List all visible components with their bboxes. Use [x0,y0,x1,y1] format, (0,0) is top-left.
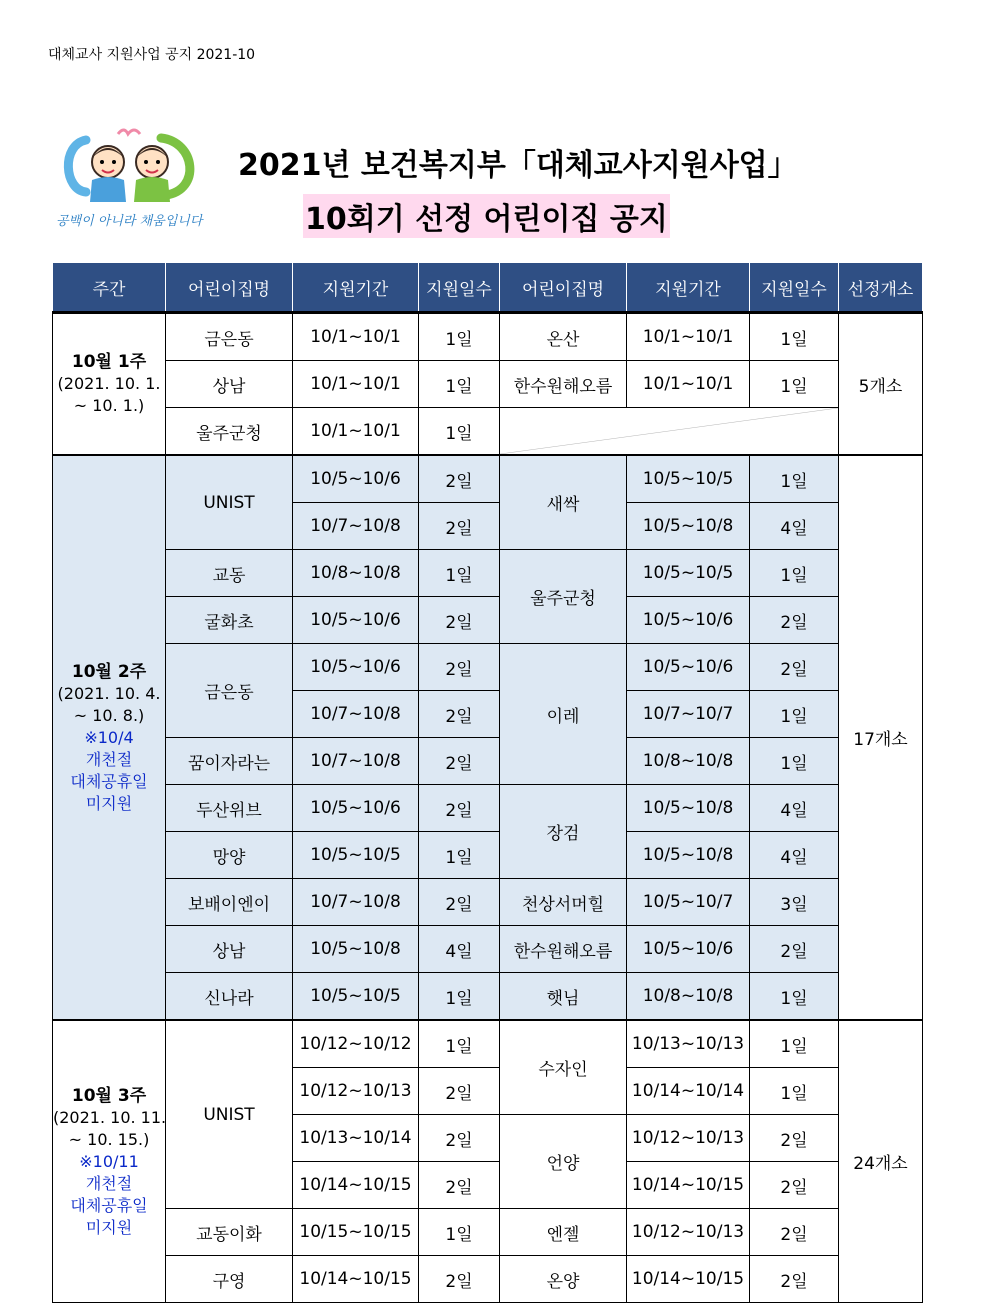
holiday-note: 대체공휴일 [70,1195,148,1215]
center-name: 새싹 [500,455,627,550]
support-days: 1일 [419,973,500,1021]
support-period: 10/7~10/8 [293,503,419,550]
support-days: 1일 [750,361,839,408]
week-label: 10월 3주 [71,1085,147,1106]
center-name: 장검 [500,785,627,879]
support-period: 10/13~10/13 [627,1020,750,1068]
support-days: 1일 [419,1020,500,1068]
support-days: 4일 [419,926,500,973]
holiday-note: 미지원 [85,793,133,813]
center-name: 신나라 [166,973,293,1021]
holiday-note: 개천절 [85,749,133,769]
support-period: 10/5~10/7 [627,879,750,926]
support-period: 10/5~10/6 [293,644,419,691]
support-period: 10/7~10/7 [627,691,750,738]
support-days: 2일 [750,1115,839,1162]
support-days: 4일 [750,832,839,879]
support-days: 2일 [750,644,839,691]
column-header: 어린이집명 [166,263,293,313]
support-days: 2일 [419,455,500,503]
support-days: 1일 [750,1020,839,1068]
support-period: 10/1~10/1 [293,361,419,408]
document-header: 대체교사 지원사업 공지 2021-10 [48,47,256,63]
support-period: 10/1~10/1 [293,313,419,361]
diagonal-line [500,408,838,454]
selected-count: 17개소 [839,455,923,1020]
week-range: ~ 10. 8.) [73,705,145,725]
support-period: 10/13~10/14 [293,1115,419,1162]
support-days: 2일 [419,503,500,550]
table-row [53,1256,923,1303]
week-cell [53,313,166,456]
support-period: 10/5~10/6 [627,644,750,691]
support-days: 2일 [750,1209,839,1256]
support-period: 10/5~10/6 [627,926,750,973]
center-name: 상남 [166,926,293,973]
support-days: 1일 [419,408,500,456]
support-period: 10/12~10/13 [627,1209,750,1256]
column-header: 지원일수 [419,263,500,313]
table-row [53,785,923,832]
week-label: 10월 2주 [71,661,147,682]
week-cell [53,1020,166,1303]
week-range: (2021. 10. 4. [57,683,161,703]
support-period: 10/5~10/8 [627,832,750,879]
center-name: 보배이엔이 [166,879,293,926]
table-header-row [53,263,923,313]
support-days: 2일 [419,1162,500,1209]
support-days: 2일 [419,1068,500,1115]
week-range: ~ 10. 1.) [73,396,145,415]
center-name: 상남 [166,361,293,408]
support-period: 10/7~10/8 [293,879,419,926]
support-period: 10/7~10/8 [293,691,419,738]
support-days: 2일 [419,1256,500,1303]
support-period: 10/14~10/15 [627,1256,750,1303]
support-days: 1일 [750,973,839,1021]
holiday-note: 개천절 [85,1173,133,1193]
center-name: 천상서머힐 [500,879,627,926]
title-line-2: 10회기 선정 어린이집 공지 [303,194,670,238]
support-days: 1일 [419,832,500,879]
support-days: 2일 [419,691,500,738]
logo [56,120,221,235]
support-period: 10/5~10/8 [627,785,750,832]
center-name: 금은동 [166,644,293,738]
support-days: 2일 [419,1115,500,1162]
support-period: 10/7~10/8 [293,738,419,785]
table-row [53,408,923,456]
support-period: 10/14~10/14 [627,1068,750,1115]
center-name: 이레 [500,644,627,785]
support-period: 10/8~10/8 [293,550,419,597]
support-days: 2일 [750,597,839,644]
support-days: 2일 [419,597,500,644]
center-name: 한수원해오름 [500,926,627,973]
support-days: 2일 [750,1162,839,1209]
support-period: 10/5~10/5 [627,455,750,503]
selection-table [52,262,923,1303]
center-name: 구영 [166,1256,293,1303]
support-period: 10/1~10/1 [627,313,750,361]
support-period: 10/5~10/6 [293,785,419,832]
table-row [53,313,923,361]
column-header: 지원기간 [293,263,419,313]
support-period: 10/8~10/8 [627,738,750,785]
center-name: 햇님 [500,973,627,1021]
support-period: 10/15~10/15 [293,1209,419,1256]
support-days: 2일 [419,644,500,691]
logo-slogan: 공백이 아니라 채움입니다 [56,214,203,229]
support-period: 10/1~10/1 [627,361,750,408]
center-name: 두산위브 [166,785,293,832]
center-name: 울주군청 [166,408,293,456]
support-days: 1일 [750,691,839,738]
support-period: 10/1~10/1 [293,408,419,456]
support-period: 10/14~10/15 [293,1162,419,1209]
support-days: 2일 [419,738,500,785]
holiday-note: 미지원 [85,1217,133,1237]
support-days: 1일 [750,313,839,361]
empty-diagonal-cell [500,408,839,456]
support-period: 10/8~10/8 [627,973,750,1021]
table-row [53,926,923,973]
center-name: 언양 [500,1115,627,1209]
column-header: 어린이집명 [500,263,627,313]
support-days: 1일 [419,550,500,597]
holiday-note: ※10/11 [79,1151,139,1171]
center-name: 한수원해오름 [500,361,627,408]
center-name: 엔젤 [500,1209,627,1256]
table-row [53,973,923,1021]
support-period: 10/5~10/5 [293,973,419,1021]
column-header: 지원기간 [627,263,750,313]
support-days: 2일 [419,785,500,832]
support-period: 10/12~10/13 [627,1115,750,1162]
table-row [53,455,923,503]
center-name: 교동이화 [166,1209,293,1256]
holiday-note: ※10/4 [84,727,134,747]
column-header: 지원일수 [750,263,839,313]
support-period: 10/14~10/15 [293,1256,419,1303]
title-line-1: 2021년 보건복지부「대체교사지원사업」 [238,148,798,183]
support-period: 10/5~10/6 [293,455,419,503]
support-period: 10/5~10/6 [293,597,419,644]
support-days: 3일 [750,879,839,926]
center-name: UNIST [166,1020,293,1209]
support-period: 10/12~10/13 [293,1068,419,1115]
table-row [53,1020,923,1068]
support-period: 10/12~10/12 [293,1020,419,1068]
center-name: 온양 [500,1256,627,1303]
support-days: 1일 [419,361,500,408]
support-days: 1일 [750,738,839,785]
table-row [53,1209,923,1256]
center-name: 굴화초 [166,597,293,644]
table-row [53,738,923,785]
support-days: 1일 [419,1209,500,1256]
support-period: 10/5~10/8 [627,503,750,550]
support-period: 10/5~10/5 [627,550,750,597]
support-days: 2일 [750,926,839,973]
table-row [53,550,923,597]
center-name: 금은동 [166,313,293,361]
support-days: 2일 [750,1256,839,1303]
support-days: 1일 [750,1068,839,1115]
support-period: 10/14~10/15 [627,1162,750,1209]
table-row [53,597,923,644]
week-cell [53,455,166,1020]
center-name: 수자인 [500,1020,627,1115]
support-days: 4일 [750,503,839,550]
center-name: 교동 [166,550,293,597]
center-name: 울주군청 [500,550,627,644]
center-name: UNIST [166,455,293,550]
week-range: (2021. 10. 11. [53,1107,167,1127]
support-days: 2일 [419,879,500,926]
center-name: 망양 [166,832,293,879]
column-header: 선정개소 [839,263,923,313]
selected-count: 5개소 [839,313,923,456]
support-period: 10/5~10/6 [627,597,750,644]
holiday-note: 대체공휴일 [70,771,148,791]
week-range: ~ 10. 15.) [68,1129,150,1149]
support-days: 1일 [419,313,500,361]
support-days: 4일 [750,785,839,832]
week-range: (2021. 10. 1. [57,374,161,393]
support-days: 1일 [750,550,839,597]
week-label: 10월 1주 [71,352,147,372]
column-header: 주간 [53,263,166,313]
table-row [53,361,923,408]
table-row [53,644,923,691]
table-row [53,832,923,879]
table-row [53,879,923,926]
center-name: 꿈이자라는 [166,738,293,785]
support-period: 10/5~10/8 [293,926,419,973]
center-name: 온산 [500,313,627,361]
support-period: 10/5~10/5 [293,832,419,879]
support-days: 1일 [750,455,839,503]
selected-count: 24개소 [839,1020,923,1303]
